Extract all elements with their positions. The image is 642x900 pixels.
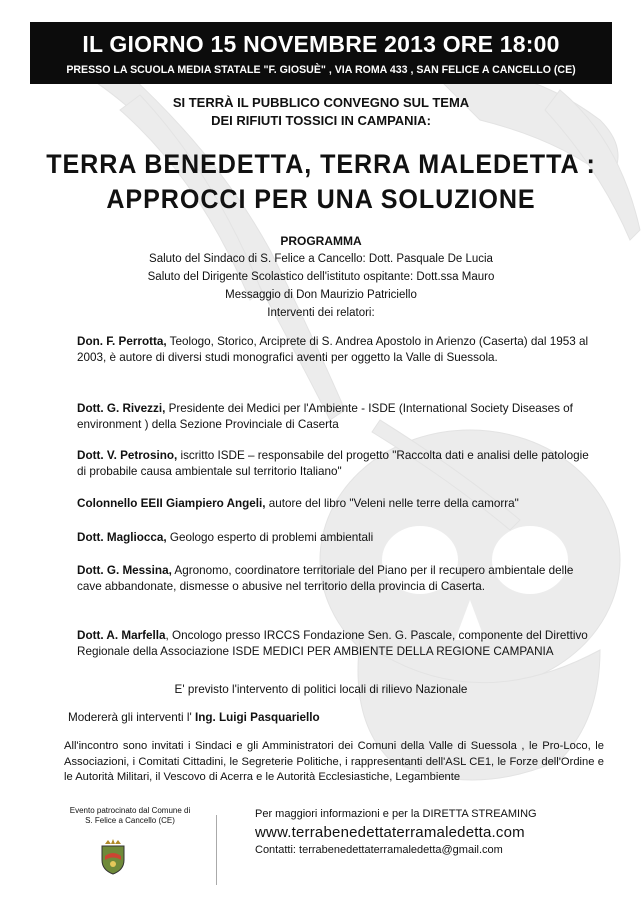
patronage-line-1: Evento patrocinato dal Comune di [69,806,191,815]
patronage-block [50,806,210,826]
speaker-description: Agronomo, coordinatore territoriale del Piano per il recupero ambientale delle cave abbandonate, dismesse o abusive nel territorio della provincia di Caserta. [77,564,574,593]
speaker-description: Presidente dei Medici per l'Ambiente - ISDE (International Society Diseases of environment ) della Sezione Provinciale di Caserta [77,402,573,431]
speaker-description: Geologo esperto di problemi ambientali [166,531,374,544]
info-line: Per maggiori informazioni e per la DIRETTA STREAMING [255,808,537,820]
speaker-name: Dott. Magliocca, [77,531,167,544]
footer-divider [216,815,217,885]
intro-line-2: DEI RIFIUTI TOSSICI IN CAMPANIA: [211,113,431,128]
speaker-description: iscritto ISDE – responsabile del progetto "Raccolta dati e analisi delle patologie di probabile causa ambientale sul territorio Italiano" [77,449,589,478]
programma-section [0,232,642,322]
speaker-name: Dott. V. Petrosino, [77,449,178,462]
patronage-line-2: S. Felice a Cancello (CE) [85,816,175,825]
moderator-line [68,711,320,724]
speaker-rivezzi [77,401,592,432]
speaker-description: Teologo, Storico, Arciprete di S. Andrea Apostolo in Arienzo (Caserta) dal 1953 al 2003, è autore di diversi studi monografici aventi per oggetto la Valle di Suessola. [77,335,589,364]
municipal-crest-icon [98,838,128,876]
speaker-perrotta [77,334,592,365]
main-title-line-1: TERRA BENEDETTA, TERRA MALEDETTA : [46,149,596,179]
speaker-name: Dott. A. Marfella [77,629,166,642]
event-date-title: IL GIORNO 15 NOVEMBRE 2013 ORE 18:00 [82,31,560,57]
moderator-prefix: Modererà gli interventi l' [68,711,195,724]
speaker-description: autore del libro "Veleni nelle terre della camorra" [265,497,519,510]
speaker-magliocca [77,530,592,546]
invite-paragraph: All'incontro sono invitati i Sindaci e gli Amministratori dei Comuni della Valle di Suessola , le Pro-Loco, le Associazioni, i Comitati Cittadini, le Segreterie Politiche, i rappresentanti dell'ASL CE1, le Forze dell'Ordine e le Autorità Militari, il Vescovo di Acerra e le Autorità Ecclesiastiche, Legambiente [64,740,604,783]
speaker-name: Dott. G. Rivezzi, [77,402,166,415]
contact-email[interactable]: Contatti: terrabenedettaterramaledetta@gmail.com [255,844,503,856]
event-location: PRESSO LA SCUOLA MEDIA STATALE "F. GIOSUÈ" , VIA ROMA 433 , SAN FELICE A CANCELLO (CE) [66,64,576,76]
programma-item: Interventi dei relatori: [267,307,375,319]
main-title-line-2: APPROCCI PER UNA SOLUZIONE [106,184,536,214]
programma-heading: PROGRAMMA [280,234,362,248]
politici-note: E' previsto l'intervento di politici locali di rilievo Nazionale [174,683,468,696]
contact-block [255,808,575,856]
programma-item: Messaggio di Don Maurizio Patriciello [225,289,417,301]
speaker-angeli [77,496,592,512]
header-banner [30,22,612,84]
speaker-name: Dott. G. Messina, [77,564,172,577]
programma-item: Saluto del Sindaco di S. Felice a Cancello: Dott. Pasquale De Lucia [149,253,493,265]
speaker-messina [77,563,592,594]
speaker-marfella [77,628,592,659]
speaker-petrosino [77,448,592,479]
speaker-name: Colonnello EEII Giampiero Angeli, [77,497,266,510]
speaker-name: Don. F. Perrotta, [77,335,167,348]
website-link[interactable]: www.terrabenedettaterramaledetta.com [255,824,525,841]
speaker-description: , Oncologo presso IRCCS Fondazione Sen. G. Pascale, componente del Direttivo Regionale della Associazione ISDE MEDICI PER AMBIENTE DELLA REGIONE CAMPANIA [77,629,588,658]
moderator-name: Ing. Luigi Pasquariello [194,711,320,724]
intro-line-1: SI TERRÀ IL PUBBLICO CONVEGNO SUL TEMA [172,95,470,110]
programma-item: Saluto del Dirigente Scolastico dell'istituto ospitante: Dott.ssa Mauro [147,271,495,283]
